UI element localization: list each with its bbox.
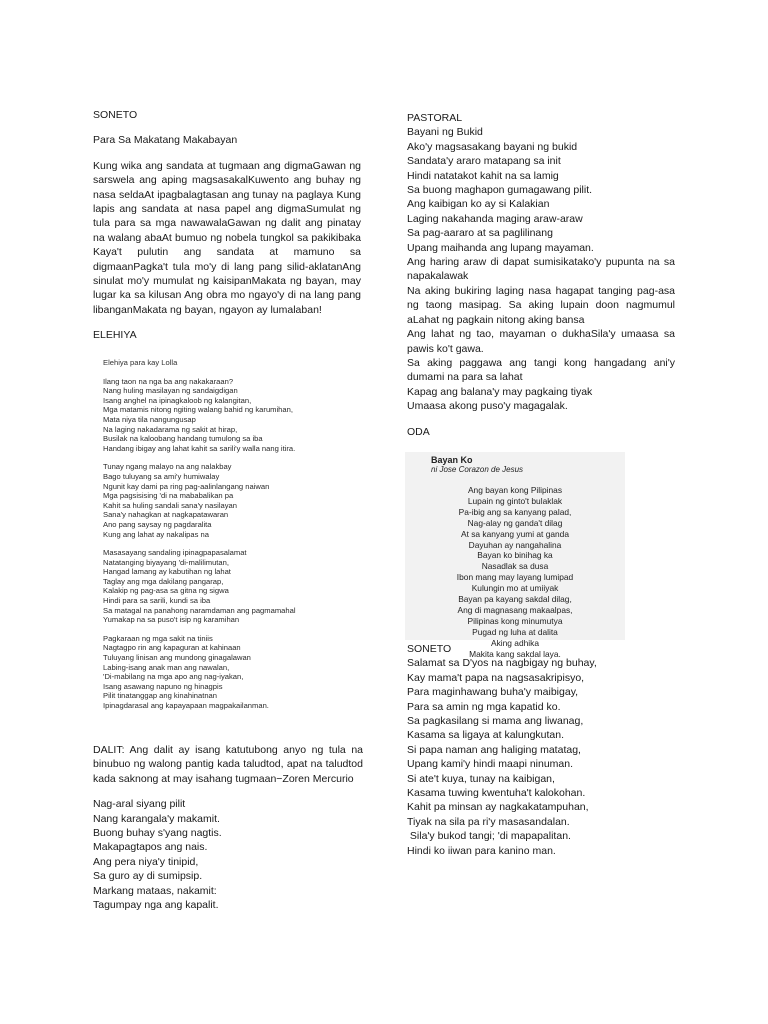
poem-line: At sa kanyang yumi at ganda xyxy=(460,528,569,539)
right-column xyxy=(407,111,675,439)
poem-line: Isang asawang napuno ng hinagpis xyxy=(103,681,223,691)
pastoral-line: Ako'y magsasakang bayani ng bukid xyxy=(407,140,578,153)
dalit-author: −Zoren Mercurio xyxy=(276,772,354,785)
pastoral-line: Bayani ng Bukid xyxy=(407,126,483,139)
soneto2-line: Sa pagkasilang si mama ang liwanag, xyxy=(407,715,584,728)
dalit-line: Nag-aral siyang pilit xyxy=(93,798,186,811)
poem-line: Handang ibigay ang lahat kahit sa sarili'y walla nang itira. xyxy=(103,443,296,453)
elehiya-heading: ELEHIYA xyxy=(93,329,137,342)
pastoral-paragraph: Ang lahat ng tao, mayaman o dukhaSila'y umaasa sa pawis ko't gawa. xyxy=(407,328,675,355)
elehiya-stanza xyxy=(93,548,363,625)
poem-line: Na laging nakadarama ng sakit at hirap, xyxy=(103,424,238,434)
pastoral-line: Laging nakahanda maging araw-araw xyxy=(407,212,583,225)
dalit-line: Nang karangala'y makamit. xyxy=(93,812,220,825)
pastoral-heading: PASTORAL xyxy=(407,112,463,124)
soneto2-line: Kasama tuwing kwentuha't kalokohan. xyxy=(407,787,586,800)
poem-line: Pilipinas kong minumutya xyxy=(467,615,563,626)
soneto2-line: Si ate't kuya, tunay na kaibigan, xyxy=(407,772,555,785)
poem-line: Pugad ng luha at dalita xyxy=(472,626,558,637)
dalit-section xyxy=(93,743,363,912)
soneto2-line: Kay mama't papa na nagsasakripisyo, xyxy=(407,671,585,684)
pastoral-line: Sandata'y araro matapang sa init xyxy=(407,155,561,168)
poem-line: Yumakap na sa puso't isip ng karamihan xyxy=(103,615,240,625)
elehiya-stanza xyxy=(93,462,363,539)
soneto2-line: Hindi ko iiwan para kanino man. xyxy=(407,844,556,857)
soneto2-line: Para maginhawang buha'y maibigay, xyxy=(407,686,579,699)
poem-line: Ano pang saysay ng pagdaralita xyxy=(103,519,212,529)
pastoral-paragraph: Sa aking paggawa ang tangi kong hangadang ani'y dumami na para sa lahat xyxy=(407,356,675,384)
poem-line: Sa matagal na panahong naramdaman ang pagmamahal xyxy=(103,605,296,615)
pastoral-line: Sa pag-aararo at sa paglilinang xyxy=(407,227,553,240)
poem-line: Tuluyang linisan ang mundong ginagalawan xyxy=(103,653,251,663)
poem-line: Aking adhika xyxy=(491,637,539,648)
poem-line: Hangad lamang ay kabutihan ng lahat xyxy=(103,567,231,577)
elehiya-stanza xyxy=(93,634,363,711)
elehiya-poem-image xyxy=(93,358,363,730)
elehiya-poem-title: Elehiya para kay Lolla xyxy=(103,358,178,367)
dalit-line: Ang pera niya'y tinipid, xyxy=(93,855,199,868)
soneto2-line: Para sa amin ng mga kapatid ko. xyxy=(407,700,561,713)
poem-line: Labing-isang anak man ang nawalan, xyxy=(103,662,230,672)
soneto2-line: Salamat sa D'yos na nagbigay ng buhay, xyxy=(407,657,597,670)
poem-line: Hindi para sa sarili, kundi sa iba xyxy=(103,596,211,606)
pastoral-paragraph: Ang haring araw di dapat sumisikatako'y pupunta na sa napakalawak xyxy=(407,256,675,283)
poem-line: Nagtagpo rin ang kapaguran at kahinaan xyxy=(103,643,241,653)
dalit-line: Sa guro ay di sumipsip. xyxy=(93,870,203,883)
poem-line: Bago tuluyang sa ami'y humiwalay xyxy=(103,471,220,481)
dalit-line: Markang mataas, nakamit: xyxy=(93,884,217,897)
bayan-ko-title: Bayan Ko xyxy=(431,455,473,465)
poem-line: Pagkaraan ng mga sakit na tiniis xyxy=(103,633,213,643)
pastoral-line: Ang kaibigan ko ay si Kalakian xyxy=(407,198,550,211)
pastoral-line: Upang maihanda ang lupang mayaman. xyxy=(407,241,594,254)
bayan-ko-author: ni Jose Corazon de Jesus xyxy=(431,465,524,474)
pastoral-line: Umaasa akong puso'y magagalak. xyxy=(407,400,568,413)
poem-line: Nang huling masilayan ng sandaigdigan xyxy=(103,386,238,396)
poem-line: Lupain ng ginto't bulaklak xyxy=(467,495,563,506)
poem-line: Taglay ang mga dakilang pangarap, xyxy=(103,576,224,586)
soneto-body: Kung wika ang sandata at tugmaan ang digmaGawan ng sarswela ang aping magsasakalKuwento ang buhay ng nasa seldaAt ipagbalagtasan ang tunay na paglaya Kung lapis ang sandata at nasa papel ang digmaSumulat ng tula para sa mga nawawalaGawan ng dalit ang pinatay na walang abaAt bumuo ng nobela tungkol sa pakikibaka Kaya't pulutin ang sandata at mamuno sa digmaanPagka't tula mo'y di lang pang silid-aklatanAng sinulat mo'y mumulat ng kaisipanMakata ng bayan, may lugar ka sa kilusan Ang obra mo ngayo'y di na lang pang libanganMakata ng bayan, ngayon ay lumalaban! xyxy=(93,159,361,316)
poem-line: Mata niya tila nangungusap xyxy=(103,414,196,424)
soneto-heading: SONETO xyxy=(93,109,138,121)
poem-line: Makita kang sakdal laya. xyxy=(469,648,561,659)
soneto2-line: Kasama sa ligaya at kalungkutan. xyxy=(407,729,565,742)
poem-line: Ipinagdarasal ang kapayapaan magpakailanman. xyxy=(103,701,269,710)
poem-line: Ang bayan kong Pilipinas xyxy=(467,485,563,495)
soneto2-line: Kahit pa minsan ay nagkakatampuhan, xyxy=(407,801,589,814)
pastoral-line: Hindi natatakot kahit na sa lamig xyxy=(407,169,559,182)
poem-line: Ngunit kay dami pa ring pag-aalinlangang naiwan xyxy=(103,481,270,491)
poem-line: Masasayang sandaling ipinagpapasalamat xyxy=(103,548,247,558)
soneto2-line: Tiyak na sila pa ri'y masasandalan. xyxy=(407,815,570,828)
poem-line: Mga pagsisising 'di na mababalikan pa xyxy=(103,491,234,501)
poem-line: Pilit tinatanggap ang kinahinatnan xyxy=(103,691,217,701)
soneto-subtitle: Para Sa Makatang Makabayan xyxy=(93,134,238,147)
poem-line: Ang di magnasang makaalpas, xyxy=(457,604,573,615)
dalit-body xyxy=(93,743,363,786)
dalit-text: DALIT: Ang dalit ay isang katutubong anyo ng tula na binubuo ng walong pantig kada taludtod, apat na taludtod kada saknong at may isahang tugmaan xyxy=(93,744,363,785)
elehiya-stanza xyxy=(93,377,363,454)
poem-line: Sana'y nahagkan at nagkapatawaran xyxy=(103,510,229,520)
oda-heading: ODA xyxy=(407,425,430,438)
poem-line: Nasadlak sa dusa xyxy=(481,561,549,572)
poem-line: Isang anghel na ipinagkaloob ng kalangitan, xyxy=(103,395,252,405)
poem-line: Ilang taon na nga ba ang nakakaraan? xyxy=(103,376,234,386)
poem-line: Natatanging biyayang 'di-malilimutan, xyxy=(103,557,229,567)
soneto2-section xyxy=(407,642,675,858)
dalit-line: Makapagtapos ang nais. xyxy=(93,841,208,854)
poem-line: Nag-alay ng ganda't dilag xyxy=(467,517,563,528)
soneto2-heading: SONETO xyxy=(407,643,452,655)
poem-line: Busilak na kaloobang handang tumulong sa iba xyxy=(103,434,263,444)
poem-line: Ibon mang may layang lumipad xyxy=(456,572,574,583)
soneto2-line: Si papa naman ang haliging matatag, xyxy=(407,743,581,756)
poem-line: Tunay ngang malayo na ang nalakbay xyxy=(103,462,232,472)
poem-line: 'Di-mabilang na mga apo ang nag-iyakan, xyxy=(103,672,244,682)
soneto2-line: Upang kami'y hindi maapi ninuman. xyxy=(407,758,574,771)
poem-line: Kung ang lahat ay nakalipas na xyxy=(103,529,209,539)
dalit-line: Buong buhay s'yang nagtis. xyxy=(93,827,222,840)
poem-line: Bayan pa kayang sakdal dilag, xyxy=(458,594,572,605)
poem-line: Bayan ko binihag ka xyxy=(477,550,553,561)
pastoral-line: Kapag ang balana'y may pagkaing tiyak xyxy=(407,385,593,398)
soneto2-line: Sila'y bukod tangi; 'di mapapalitan. xyxy=(407,830,571,843)
pastoral-line: Sa buong maghapon gumagawang pilit. xyxy=(407,184,593,197)
pastoral-paragraph: Na aking bukiring laging nasa hagapat tanging pag-asa ng taong masipag. Sa aking lupain doon nagmumul aLahat ng pagkain nitong aking bansa xyxy=(407,284,675,326)
dalit-line: Tagumpay nga ang kapalit. xyxy=(93,899,219,912)
poem-line: Mga matamis nitong ngiting walang bahid ng karumihan, xyxy=(103,405,293,415)
left-column xyxy=(93,108,361,343)
poem-line: Dayuhan ay nangahalina xyxy=(468,539,562,550)
poem-line: Kulungin mo at umiiyak xyxy=(471,583,559,594)
bayan-ko-lines xyxy=(405,485,625,660)
poem-line: Pa-ibig ang sa kanyang palad, xyxy=(458,506,572,517)
poem-line: Kahit sa huling sandali sana'y nasilayan xyxy=(103,500,238,510)
poem-line: Kalakip ng pag-asa sa gitna ng sigwa xyxy=(103,586,229,596)
